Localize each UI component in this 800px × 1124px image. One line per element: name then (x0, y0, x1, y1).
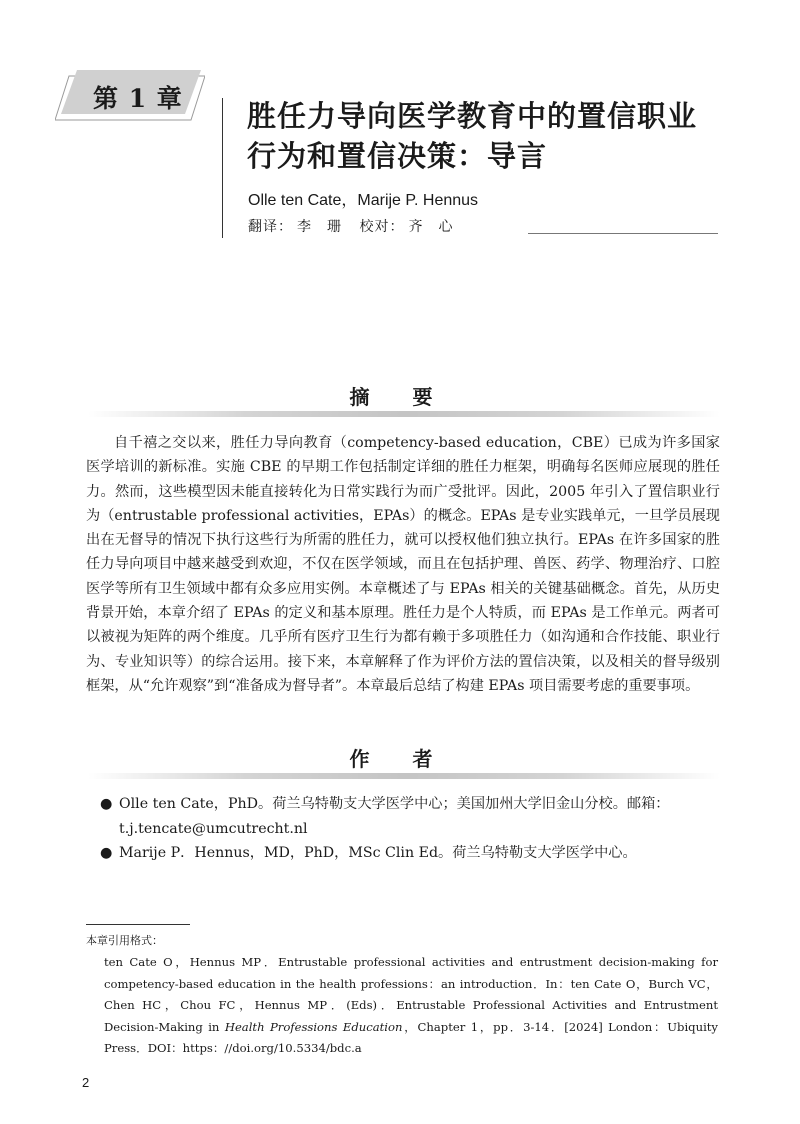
chapter-authors: Olle ten Cate，Marije P. Hennus (248, 192, 479, 209)
author-item-line1: Olle ten Cate，PhD。荷兰乌特勒支大学医学中心；美国加州大学旧金山分校。邮箱： (119, 796, 670, 812)
citation-label: 本章引用格式： (86, 934, 163, 947)
header-rule (528, 233, 718, 234)
abstract-heading: 摘 要 (349, 385, 451, 409)
title-divider (222, 98, 223, 238)
chapter-tab (55, 70, 205, 122)
translator-name: 李 珊 (297, 219, 342, 235)
chapter-title (247, 96, 767, 176)
authors-heading-rule (88, 773, 720, 779)
author-item (100, 841, 720, 866)
citation-part1: ten Cate O，Hennus MP．Entrustable professional activities and entrustment decision-making for competency-based education in the health professions：an introduction．In：ten Cate O，Burch VC，Chen HC，Chou FC，Hennus MP．(Eds)．Entrustable Professional Activities and Entrustment Decision-Making in (104, 955, 718, 1034)
translator-line (248, 216, 457, 236)
translate-label: 翻译： (248, 219, 293, 235)
author-item-line1: Marije P．Hennus，MD，PhD，MSc Clin Ed。荷兰乌特勒支大学医学中心。 (119, 845, 637, 861)
reviewer-name: 齐 心 (408, 219, 454, 235)
citation-journal: Health Professions Education (224, 1019, 403, 1034)
bullet-icon: ● (100, 845, 113, 861)
chapter-label: 第 1 章 (93, 84, 183, 113)
review-label: 校对： (359, 219, 405, 235)
abstract-text: 自千禧之交以来，胜任力导向教育（competency-based education，CBE）已成为许多国家医学培训的新标准。实施 CBE 的早期工作包括制定详细的胜任力框架，明确每名医师应展现的胜任力。然而，这些模型因未能直接转化为日常实践行为而广受批评。因此，2005 年引入了置信职业行为（entrustable professional activities，EPAs）的概念。EPAs 是专业实践单元，一旦学员展现出在无督导的情况下执行这些行为所需的胜任力，就可以授权他们独立执行。EPAs 在许多国家的胜任力导向项目中越来越受到欢迎，不仅在医学领域，而且在包括护理、兽医、药学、物理治疗、口腔医学等所有卫生领域中都有众多应用实例。本章概述了与 EPAs 相关的关键基础概念。首先，从历史背景开始，本章介绍了 EPAs 的定义和基本原理。胜任力是个人特质，而 EPAs 是工作单元。两者可以被视为矩阵的两个维度。几乎所有医疗卫生行为都有赖于多项胜任力（如沟通和合作技能、职业行为、专业知识等）的综合运用。接下来，本章解释了作为评价方法的置信决策，以及相关的督导级别框架，从“允许观察”到“准备成为督导者”。本章最后总结了构建 EPAs 项目需要考虑的重要事项。 (86, 435, 720, 694)
bullet-icon: ● (100, 796, 113, 812)
chapter-title-line1: 胜任力导向医学教育中的置信职业 (247, 99, 698, 133)
author-email: t.j.tencate@umcutrecht.nl (119, 820, 308, 837)
chapter-title-line2: 行为和置信决策：导言 (247, 139, 548, 173)
author-item (100, 792, 720, 841)
authors-heading: 作 者 (349, 747, 451, 771)
abstract-heading-rule (88, 411, 720, 417)
citation-part2: ，Chapter 1，pp．3-14．[2024] London：Ubiquity Press．DOI：https：//doi.org/10.5334/bdc.a (104, 1019, 718, 1055)
page-number: 2 (82, 1075, 90, 1090)
citation-text (104, 952, 718, 1060)
author-list (100, 792, 720, 866)
footnote-rule (86, 924, 190, 925)
